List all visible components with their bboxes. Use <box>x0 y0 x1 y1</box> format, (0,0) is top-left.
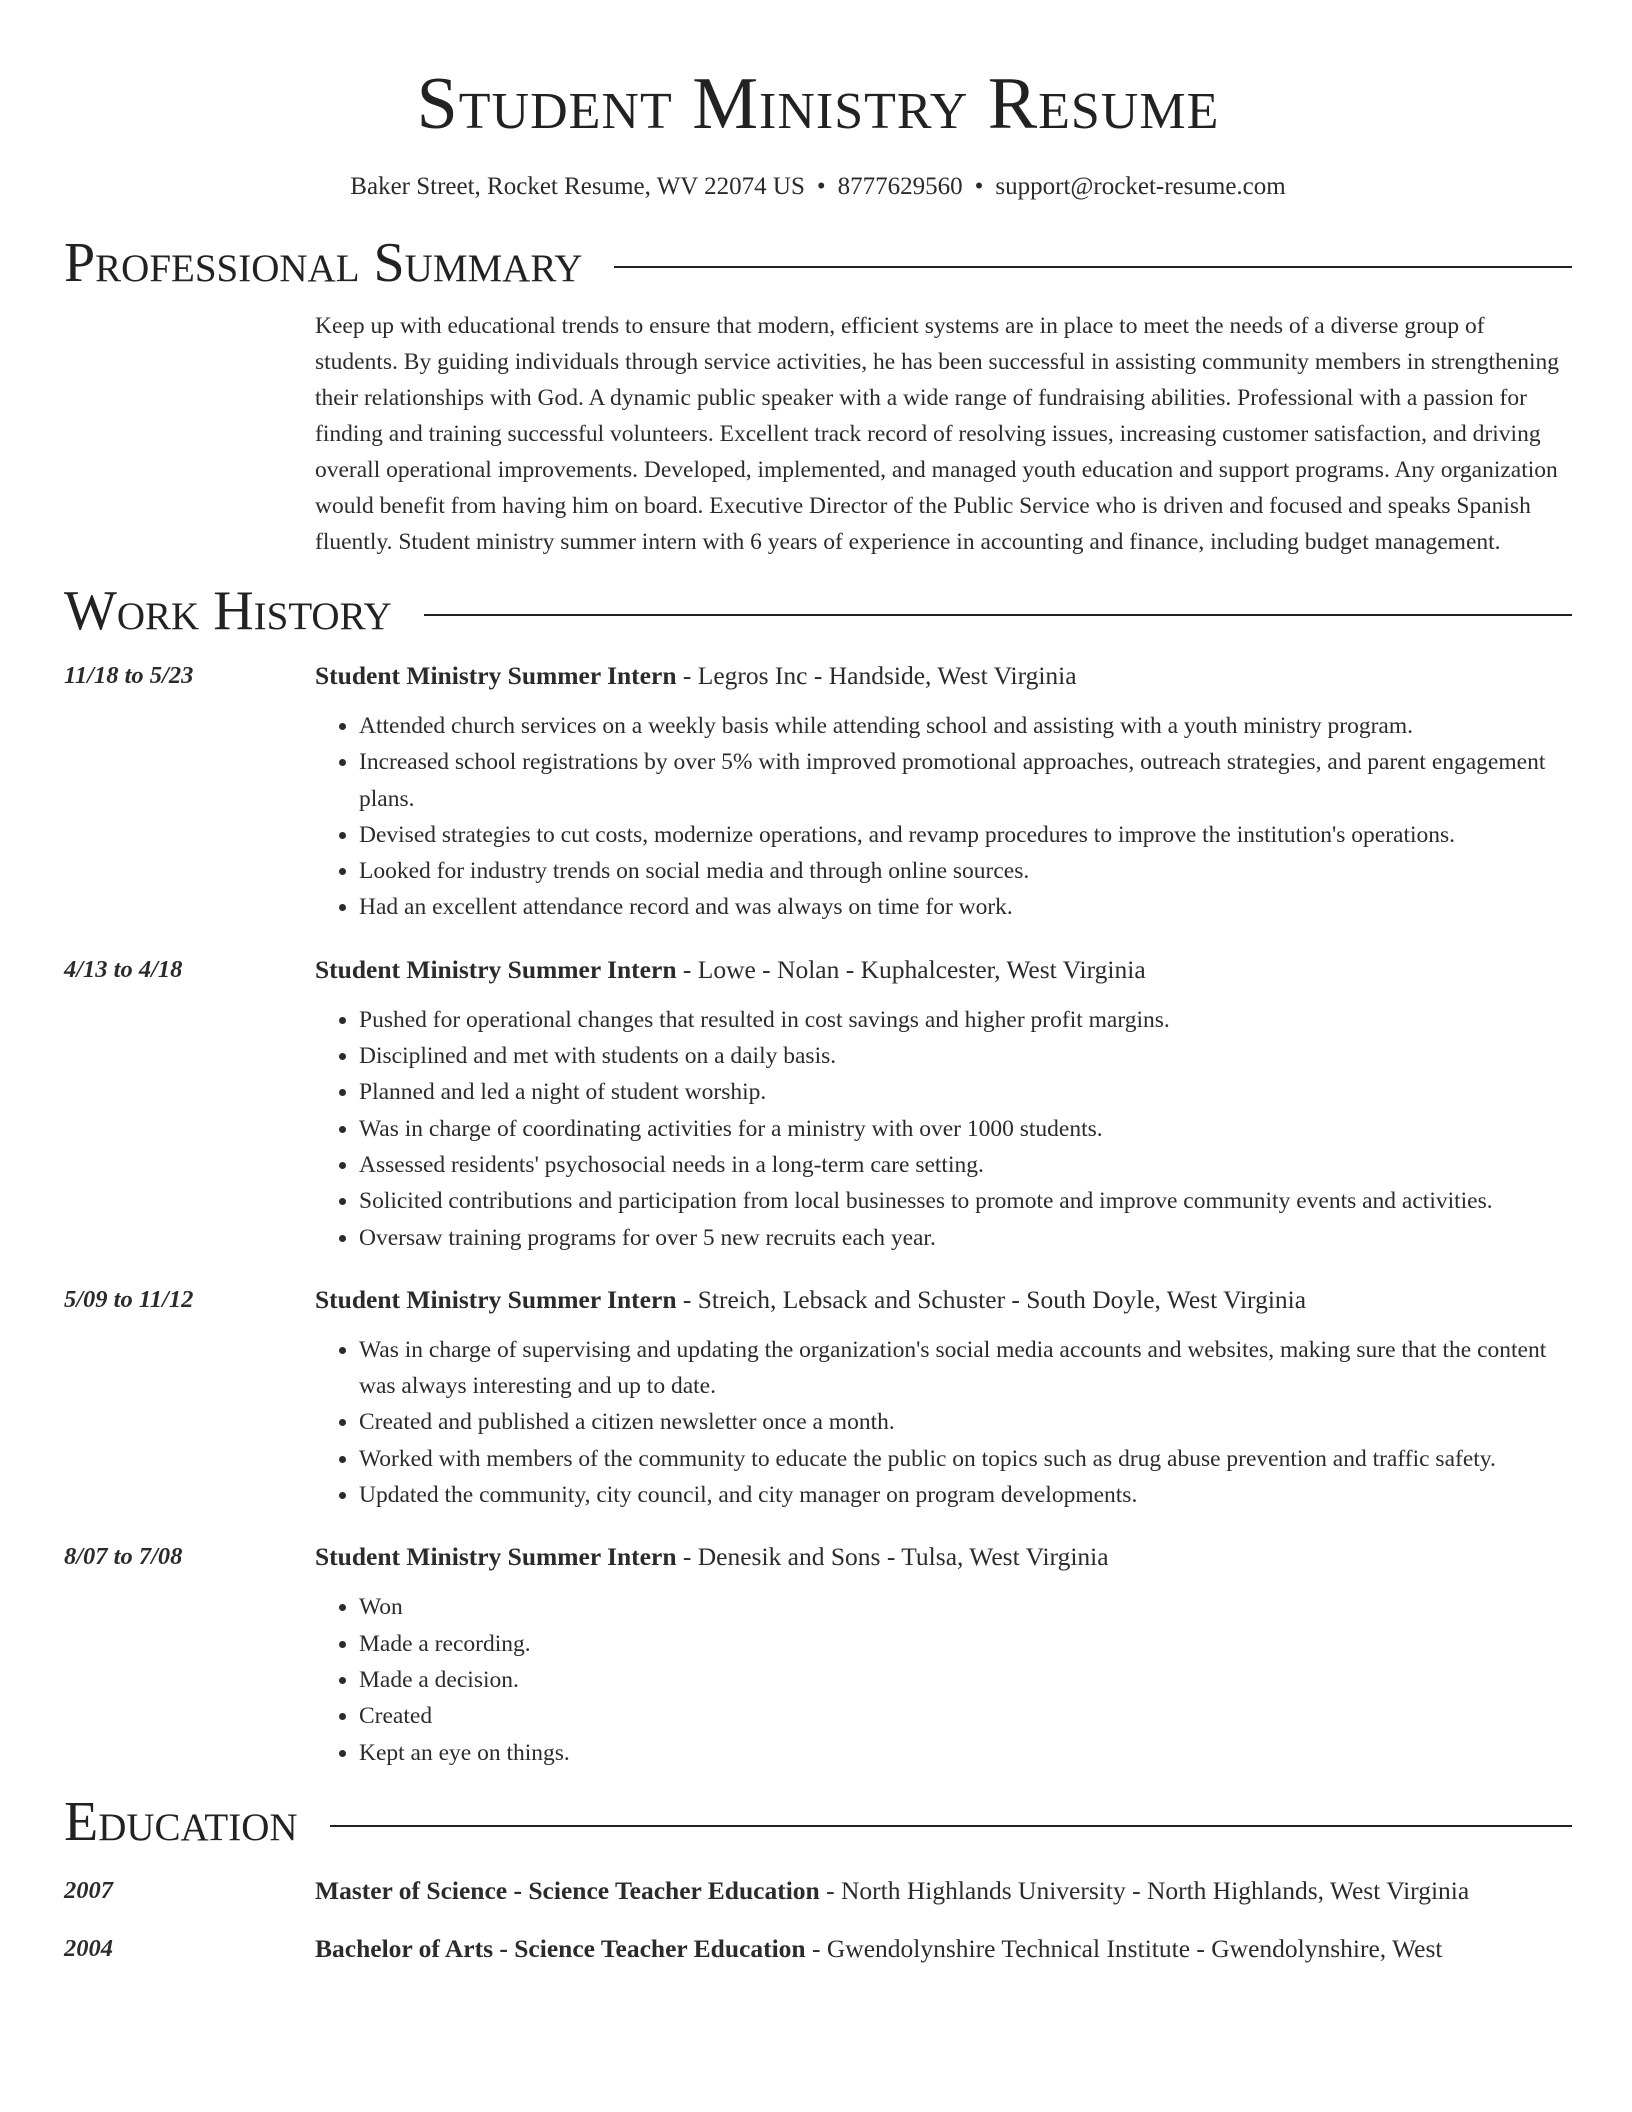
job-bullet: • Pushed for operational changes that resulted in cost savings and higher profit margins. <box>359 1002 1572 1038</box>
job-role: Student Ministry Summer Intern <box>315 954 677 984</box>
education-entry <box>64 1931 1572 1967</box>
job-entry <box>64 952 1572 1256</box>
education-details <box>315 1931 1442 1967</box>
email: support@rocket-resume.com <box>995 173 1286 200</box>
job-bullet: • Created and published a citizen newsletter once a month. <box>359 1404 1572 1440</box>
section-title-education: Education <box>64 1790 298 1853</box>
phone: 8777629560 <box>837 173 963 200</box>
job-bullet: • Looked for industry trends on social media and through online sources. <box>359 853 1572 889</box>
education-degree: Master of Science - Science Teacher Education <box>315 1875 820 1905</box>
job-dates: 11/18 to 5/23 <box>64 662 194 689</box>
job-bullet: • Worked with members of the community to educate the public on topics such as drug abuse prevention and traffic safety. <box>359 1441 1572 1477</box>
job-heading <box>315 1282 1572 1318</box>
job-employer-location: - Legros Inc - Handside, West Virginia <box>676 661 1077 690</box>
work-history-list <box>64 658 1572 1771</box>
education-entry <box>64 1873 1572 1909</box>
job-dates: 4/13 to 4/18 <box>64 955 183 983</box>
job-entry <box>64 658 1572 926</box>
job-bullet: • Planned and led a night of student worship. <box>359 1074 1572 1110</box>
separator-dot: • <box>816 173 826 200</box>
job-employer-location: - Denesik and Sons - Tulsa, West Virginia <box>676 1542 1109 1572</box>
job-bullet: • Made a decision. <box>359 1662 1572 1698</box>
separator-dot: • <box>974 173 984 200</box>
contact-line <box>64 172 1572 202</box>
job-bullet: • Kept an eye on things. <box>359 1735 1572 1771</box>
job-heading <box>315 1539 1572 1575</box>
job-bullet: • Increased school registrations by over 5% with improved promotional approaches, outreach strategies, and parent engagement plans. <box>359 744 1572 817</box>
resume-page <box>64 0 1572 1967</box>
education-list <box>64 1873 1572 1967</box>
job-body <box>315 1282 1572 1513</box>
job-dates: 8/07 to 7/08 <box>64 1543 183 1571</box>
education-details <box>315 1873 1469 1909</box>
job-role: Student Ministry Summer Intern <box>315 661 677 690</box>
job-entry <box>64 1539 1572 1770</box>
job-heading <box>315 952 1572 988</box>
resume-title: Student Ministry Resume <box>416 63 1220 145</box>
job-bullet: • Created <box>359 1698 1572 1734</box>
job-bullet: • Won <box>359 1589 1572 1625</box>
job-employer-location: - Streich, Lebsack and Schuster - South Doyle, West Virginia <box>676 1284 1307 1314</box>
section-divider <box>614 266 1572 268</box>
education-degree: Bachelor of Arts - Science Teacher Education <box>315 1933 806 1963</box>
job-bullet-list <box>315 1589 1572 1770</box>
job-bullet: • Attended church services on a weekly basis while attending school and assisting with a youth ministry program. <box>359 708 1572 744</box>
section-title-summary: Professional Summary <box>64 232 583 294</box>
job-bullet: • Made a recording. <box>359 1626 1572 1662</box>
job-dates: 5/09 to 11/12 <box>64 1285 194 1313</box>
job-bullet: • Devised strategies to cut costs, modernize operations, and revamp procedures to improve the institution's operations. <box>359 817 1572 853</box>
job-bullet: • Updated the community, city council, and city manager on program developments. <box>359 1477 1572 1513</box>
work-section-header <box>64 580 1572 642</box>
education-school: - Gwendolynshire Technical Institute - Gwendolynshire, West <box>805 1933 1443 1963</box>
job-bullet: • Had an excellent attendance record and was always on time for work. <box>359 889 1572 925</box>
education-section-header <box>64 1791 1572 1853</box>
job-role: Student Ministry Summer Intern <box>315 1284 677 1314</box>
job-employer-location: - Lowe - Nolan - Kuphalcester, West Virginia <box>676 954 1146 984</box>
job-bullet: • Disciplined and met with students on a daily basis. <box>359 1038 1572 1074</box>
education-year: 2007 <box>64 1876 113 1904</box>
job-body <box>315 658 1572 926</box>
job-bullet-list <box>315 1332 1572 1513</box>
education-year: 2004 <box>64 1934 113 1962</box>
summary-paragraph: Keep up with educational trends to ensure that modern, efficient systems are in place to meet the needs of a diverse group of students. By guiding individuals through service activities, he has been successful in assisting community members in strengthening their relationships with God. A dynamic public speaker with a wide range of fundraising abilities. Professional with a passion for finding and training successful volunteers. Excellent track record of resolving issues, increasing customer satisfaction, and driving overall operational improvements. Developed, implemented, and managed youth education and support programs. Any organization would benefit from having him on board. Executive Director of the Public Service who is driven and focused and speaks Spanish fluently. Student ministry summer intern with 6 years of experience in accounting and finance, including budget management. <box>315 313 1559 555</box>
job-bullet: • Was in charge of supervising and updating the organization's social media accounts and websites, making sure that the content was always interesting and up to date. <box>359 1332 1572 1405</box>
address: Baker Street, Rocket Resume, WV 22074 US <box>350 173 805 200</box>
job-role: Student Ministry Summer Intern <box>315 1542 677 1572</box>
section-divider <box>330 1825 1572 1827</box>
job-body <box>315 952 1572 1256</box>
job-bullet-list <box>315 708 1572 926</box>
education-school: - North Highlands University - North Highlands, West Virginia <box>819 1875 1470 1905</box>
job-bullet: • Solicited contributions and participation from local businesses to promote and improve community events and activities. <box>359 1183 1572 1219</box>
section-divider <box>424 614 1572 616</box>
summary-section-header <box>64 232 1572 294</box>
section-title-work: Work History <box>64 580 392 642</box>
job-bullet-list <box>315 1002 1572 1256</box>
job-heading <box>315 658 1572 694</box>
job-bullet: • Assessed residents' psychosocial needs in a long-term care setting. <box>359 1147 1572 1183</box>
job-body <box>315 1539 1572 1770</box>
job-bullet: • Was in charge of coordinating activities for a ministry with over 1000 students. <box>359 1111 1572 1147</box>
job-bullet: • Oversaw training programs for over 5 new recruits each year. <box>359 1220 1572 1256</box>
job-entry <box>64 1282 1572 1513</box>
